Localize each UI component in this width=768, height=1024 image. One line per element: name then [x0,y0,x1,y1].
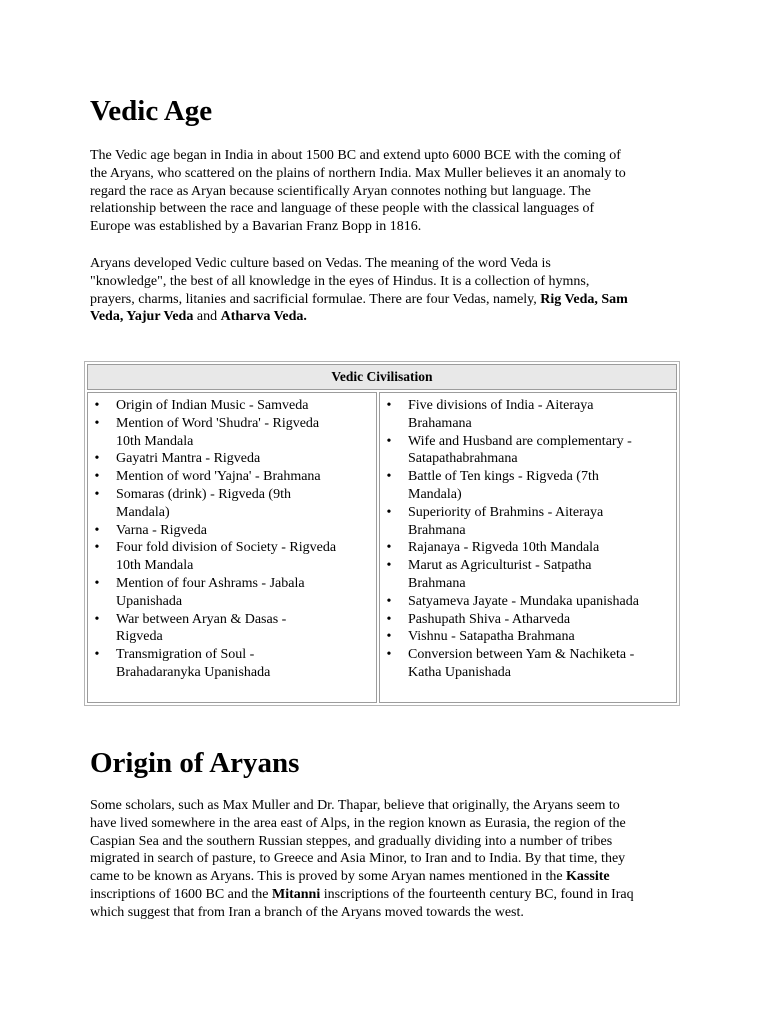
list-item-text: 10th Mandala [116,558,194,574]
list-item-text: Rigveda [116,629,163,645]
list-item [94,486,378,522]
list-item [386,468,680,504]
list-item [386,646,680,682]
list-item-text: Wife and Husband are complementary - [408,433,632,449]
bullet-icon: • [94,486,100,502]
list-item [386,611,680,629]
text-run: came to be known as Aryans. This is proved by some Aryan names mentioned in the [90,869,567,885]
paragraph-line: the Aryans, who scattered on the plains of northern India. Max Muller believes it an anomaly to [90,165,626,181]
list-item [386,539,680,557]
bullet-icon: • [94,451,100,467]
list-item-text: Mandala) [408,486,462,502]
list-item [386,433,680,469]
paragraph-line: regard the race as Aryan because scientifically Aryan connotes nothing but language. The [90,183,591,199]
right-bullet-list [386,397,680,682]
list-item-text: Five divisions of India - Aiteraya [408,398,594,413]
text-run: and [193,309,221,325]
bullet-icon: • [94,522,100,538]
list-item-text: Upanishada [116,593,183,609]
list-item-text: Vishnu - Satapatha Brahmana [408,629,575,645]
list-item [94,450,378,468]
list-item-text: Katha Upanishada [408,664,512,680]
list-item [386,593,680,611]
bullet-icon: • [386,558,392,574]
list-item-text: Battle of Ten kings - Rigveda (7th [408,469,599,485]
table-cell-right [379,392,677,703]
list-item-text: Four fold division of Society - Rigveda [116,540,337,556]
paragraph-line [90,868,682,886]
list-item-text: Mention of Word 'Shudra' - Rigveda [116,415,320,431]
bullet-icon: • [386,433,392,449]
paragraph-line [90,291,682,309]
list-item-text: Somaras (drink) - Rigveda (9th [116,486,291,502]
bold-text-vedas: Atharva Veda. [220,309,307,325]
list-item-text: Brahmana [408,575,466,591]
list-item [94,522,378,540]
bullet-icon: • [386,647,392,663]
list-item [386,397,680,433]
list-item-text: Brahamana [408,415,472,431]
list-item-text: Satyameva Jayate - Mundaka upanishada [408,593,639,609]
paragraph-line: relationship between the race and language of these people with the classical languages of [90,201,595,217]
text-run: prayers, charms, litanies and sacrificial formulae. There are four Vedas, namely, [90,291,541,307]
paragraph-line: Caspian Sea and the southern Russian steppes, and gradually dividing into a number of tribes [90,833,613,849]
heading-origin-of-aryans: Origin of Aryans [90,747,300,779]
table-header: Vedic Civilisation [87,364,677,390]
bullet-icon: • [94,415,100,431]
paragraph-vedic-intro [90,147,682,236]
paragraph-line: The Vedic age began in India in about 1500 BC and extend upto 6000 BCE with the coming of [90,148,621,163]
paragraph-line: which suggest that from Iran a branch of the Aryans moved towards the west. [90,904,524,920]
bullet-icon: • [94,398,100,413]
bullet-icon: • [386,540,392,556]
bullet-icon: • [386,611,392,627]
list-item-text: Superiority of Brahmins - Aiteraya [408,504,604,520]
list-item [94,539,378,575]
text-run: inscriptions of 1600 BC and the [90,886,272,902]
list-item-text: Marut as Agriculturist - Satpatha [408,558,592,574]
bullet-icon: • [94,469,100,485]
list-item-text: Varna - Rigveda [116,522,207,538]
bullet-icon: • [386,629,392,645]
list-item-text: Satapathabrahmana [408,451,518,467]
paragraph-line: Europe was established by a Bavarian Franz Bopp in 1816. [90,219,422,235]
bold-text-vedas: Rig Veda, Sam [540,291,628,307]
bullet-icon: • [386,469,392,485]
list-item [94,575,378,611]
list-item [386,504,680,540]
left-bullet-list [94,397,378,682]
bullet-icon: • [94,540,100,556]
bullet-icon: • [386,504,392,520]
paragraph-line [90,308,682,326]
list-item-text: Conversion between Yam & Nachiketa - [408,647,635,663]
paragraph-line [90,886,682,904]
bold-text-kassite: Kassite [566,869,610,885]
paragraph-line: have lived somewhere in the area east of Alps, in the region known as Eurasia, the region of the [90,815,626,831]
paragraph-line: Aryans developed Vedic culture based on Vedas. The meaning of the word Veda is [90,256,551,271]
text-run: inscriptions of the fourteenth century BC, found in Iraq [320,886,634,902]
list-item-text: War between Aryan & Dasas - [116,611,287,627]
bullet-icon: • [94,611,100,627]
list-item [94,611,378,647]
list-item [94,397,378,415]
list-item [94,468,378,486]
paragraph-origin [90,797,682,922]
vedic-civilisation-table [84,361,680,706]
list-item [94,415,378,451]
list-item-text: Brahmana [408,522,466,538]
paragraph-line: Some scholars, such as Max Muller and Dr. Thapar, believe that originally, the Aryans seem to [90,798,620,813]
list-item-text: Brahadaranyka Upanishada [116,664,271,680]
list-item-text: Mention of four Ashrams - Jabala [116,575,305,591]
list-item-text: Transmigration of Soul - [116,647,255,663]
list-item-text: Mention of word 'Yajna' - Brahmana [116,469,321,485]
table-cell-left [87,392,377,703]
list-item-text: Mandala) [116,504,170,520]
list-item [94,646,378,682]
paragraph-line: "knowledge", the best of all knowledge in the eyes of Hindus. It is a collection of hymns, [90,273,590,289]
paragraph-vedas [90,255,682,326]
list-item-text: Gayatri Mantra - Rigveda [116,451,261,467]
bullet-icon: • [94,575,100,591]
paragraph-line: migrated in search of pasture, to Greece and Asia Minor, to Iran and to India. By that time, they [90,851,626,867]
bullet-icon: • [94,647,100,663]
list-item-text: Pashupath Shiva - Atharveda [408,611,571,627]
list-item-text: Rajanaya - Rigveda 10th Mandala [408,540,600,556]
list-item-text: 10th Mandala [116,433,194,449]
list-item [386,628,680,646]
list-item [386,557,680,593]
bullet-icon: • [386,593,392,609]
bold-text-mitanni: Mitanni [272,886,321,902]
bold-text-vedas: Veda, Yajur Veda [90,309,194,325]
list-item-text: Origin of Indian Music - Samveda [116,398,309,413]
heading-vedic-age: Vedic Age [90,95,213,127]
bullet-icon: • [386,398,392,413]
